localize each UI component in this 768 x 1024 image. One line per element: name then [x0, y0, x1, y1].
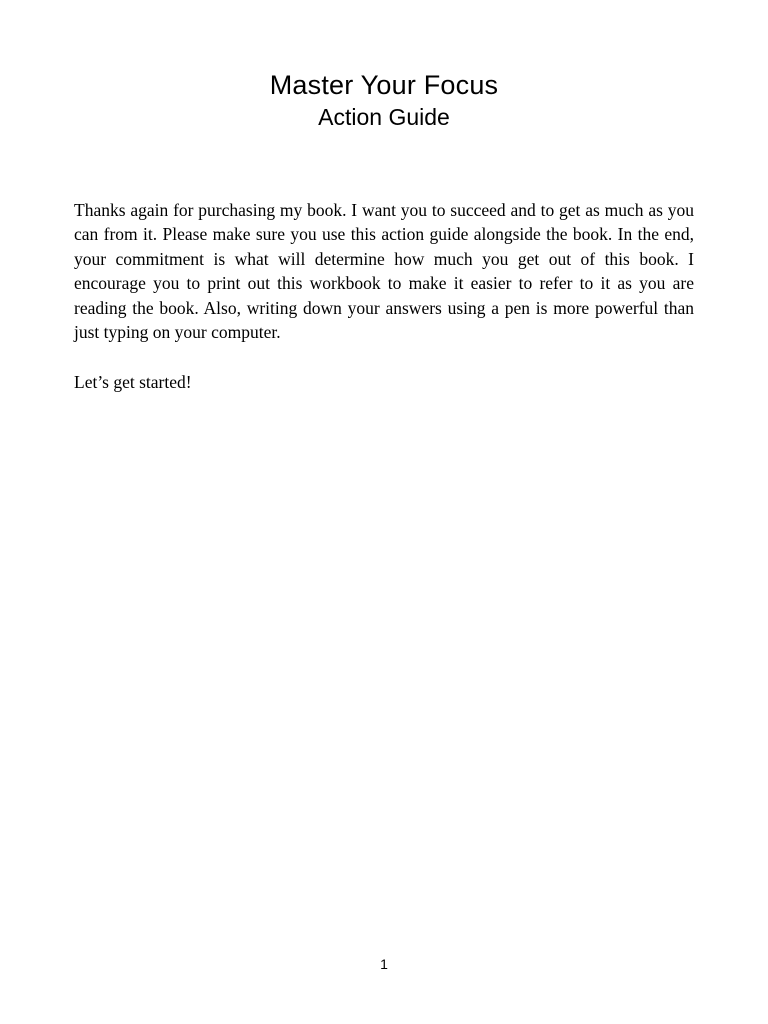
intro-paragraph: Thanks again for purchasing my book. I want you to succeed and to get as much as you can from it. Please make sure you use this action guide alongside the book. In the end, your commitment is what will determine how much you get out of this book. I encourage you to print out this workbook to make it easier to refer to it as you are reading the book. Also, writing down your answers using a pen is more powerful than just typing on your computer. [74, 200, 694, 343]
page-subtitle: Action Guide [318, 104, 450, 130]
page-number: 1 [380, 956, 388, 972]
closing-line: Let’s get started! [74, 372, 192, 392]
page-title: Master Your Focus [269, 70, 499, 100]
